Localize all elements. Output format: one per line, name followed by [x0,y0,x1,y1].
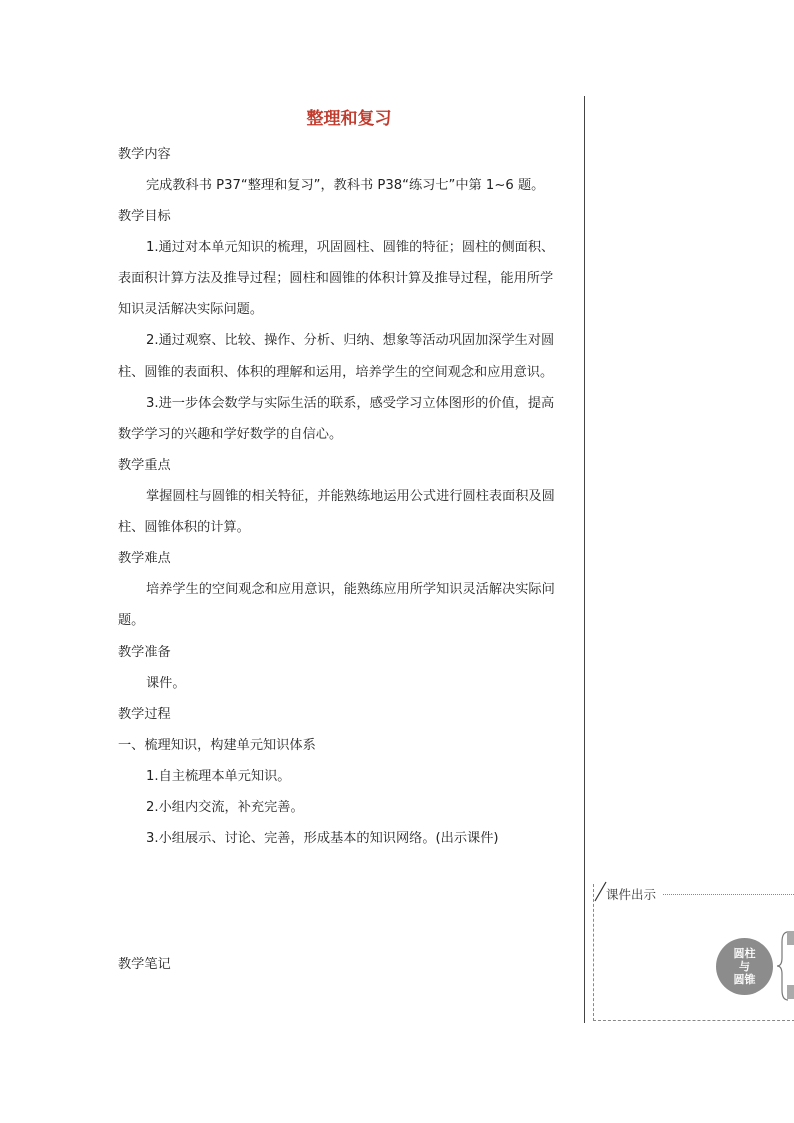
courseware-label: 课件出示 [606,887,657,902]
process-substep-2: 2.小组内交流，补充完善。 [146,800,304,815]
section-heading-difficulty: 教学难点 [118,551,171,566]
topic-badge [716,938,773,995]
process-substep-3: 3.小组展示、讨论、完善，形成基本的知识网络。(出示课件) [146,831,499,846]
section-heading-prep: 教学准备 [118,645,171,660]
badge-line-1: 圆柱 [733,947,756,960]
section-heading-key: 教学重点 [118,458,171,473]
process-substep-1: 1.自主梳理本单元知识。 [146,769,291,784]
column-divider [584,96,585,1023]
page-title: 整理和复习 [306,109,392,129]
goal-2-line-1: 2.通过观察、比较、操作、分析、归纳、想象等活动巩固加深学生对圆 [146,333,555,348]
goal-1-line-2: 表面积计算方法及推导过程；圆柱和圆锥的体积计算及推导过程，能用所学 [118,271,554,286]
badge-line-2: 与 [739,960,750,973]
branch-marker-top [787,931,794,945]
goal-1-line-3: 知识灵活解决实际问题。 [118,302,264,317]
key-line-2: 柱、圆锥体积的计算。 [118,520,250,535]
goal-2-line-2: 柱、圆锥的表面积、体积的理解和运用，培养学生的空间观念和应用意识。 [118,365,554,380]
process-step-1: 一、梳理知识，构建单元知识体系 [118,738,316,753]
goal-3-line-1: 3.进一步体会数学与实际生活的联系，感受学习立体图形的价值，提高 [146,396,555,411]
section-heading-process: 教学过程 [118,707,171,722]
goal-3-line-2: 数学学习的兴趣和学好数学的自信心。 [118,427,343,442]
section-heading-content: 教学内容 [118,147,171,162]
branch-marker-bottom [787,985,794,999]
difficulty-line-2: 题。 [118,613,145,628]
content-text: 完成教科书 P37“整理和复习”，教科书 P38“练习七”中第 1~6 题。 [146,178,545,193]
goal-1-line-1: 1.通过对本单元知识的梳理，巩固圆柱、圆锥的特征；圆柱的侧面积、 [146,240,555,255]
courseware-dotted-rule [663,894,794,895]
difficulty-line-1: 培养学生的空间观念和应用意识，能熟练应用所学知识灵活解决实际问 [146,582,555,597]
badge-line-3: 圆锥 [733,973,756,986]
key-line-1: 掌握圆柱与圆锥的相关特征，并能熟练地运用公式进行圆柱表面积及圆 [146,489,555,504]
prep-text: 课件。 [146,676,186,691]
section-heading-goals: 教学目标 [118,209,171,224]
section-heading-notes: 教学笔记 [118,957,171,972]
